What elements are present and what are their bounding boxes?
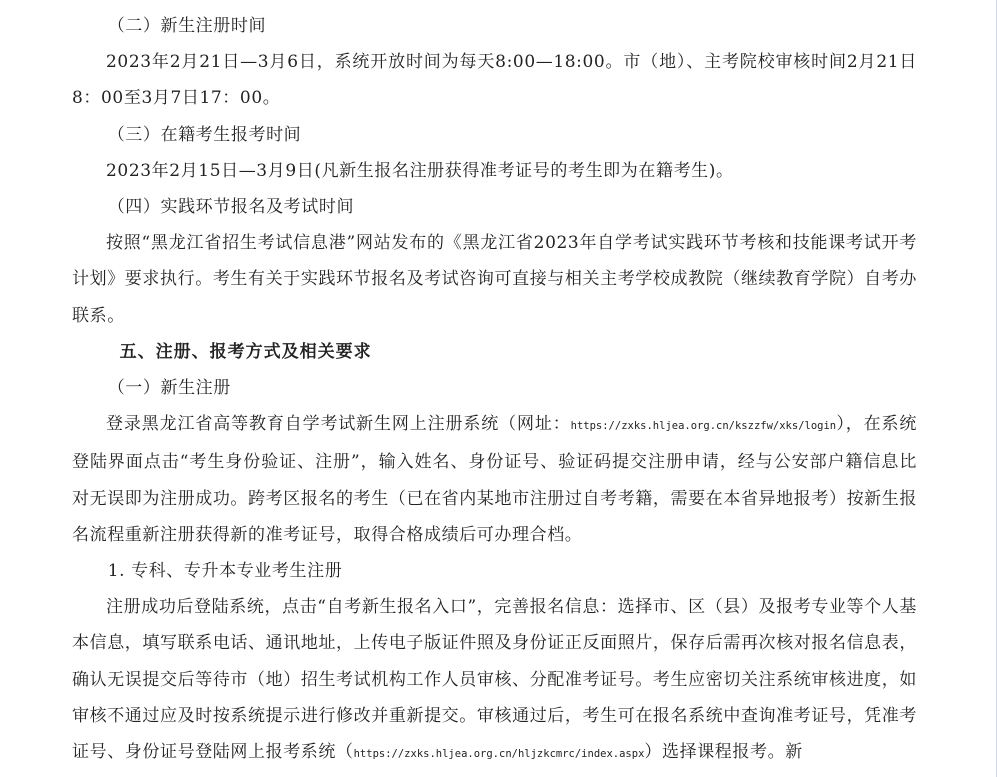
heading-enrolled-exam-time: （三）在籍考生报考时间 [107,124,302,145]
heading-practice-registration: （四）实践环节报名及考试时间 [107,197,355,218]
paragraph-practice-registration: 按照“黑龙江省招生考试信息港”网站发布的《黑龙江省2023年自学考试实践环节考核和技能课考试开考计划》要求执行。考生有关于实践环节报名及考试咨询可直接与相关主考学校成教院（继续教育学院）自考办联系。 [72,233,917,326]
text-reg-part2: ），在系统登陆界面点击“考生身份验证、注册”，输入姓名、身份证号、验证码提交注册申请，经与公安部户籍信息比对无误即为注册成功。跨考区报名的考生（已在省内某地市注册过自考考籍，需要在本省异地报考）按新生报名流程重新注册获得新的准考证号，取得合格成绩后可办理合档。 [72,414,917,545]
heading-new-student-registration-time: （二）新生注册时间 [107,16,267,36]
heading-subsection-one: 1. 专科、专升本专业考生注册 [107,561,343,582]
text-sub1-part2: ）选择课程报考。新 [644,742,803,763]
paragraph-new-student-registration [72,406,917,553]
link-apply-url[interactable]: https://zxks.hljea.org.cn/hljzkcmrc/index.aspx [353,748,645,761]
document-body [72,8,917,772]
paragraph-registration-time: 2023年2月21日—3月6日，系统开放时间为每天8:00—18:00。市（地）、主考院校审核时间2月21日8：00至3月7日17：00。 [72,52,917,109]
link-registration-url[interactable]: https://zxks.hljea.org.cn/kszzfw/xks/login [570,420,837,433]
text-sub1-part1: 注册成功后登陆系统，点击“自考新生报名入口”，完善报名信息：选择市、区（县）及报考专业等个人基本信息，填写联系电话、通讯地址，上传电子版证件照及身份证正反面照片，保存后需再次核对报名信息表，确认无误提交后等待市（地）招生考试机构工作人员审核、分配准考证号。考生应密切关注系统审核进度，如审核不通过应及时按系统提示进行修改并重新提交。审核通过后，考生可在报名系统中查询准考证号，凭准考证号、身份证号登陆网上报考系统（ [72,597,917,763]
heading-section-five: 五、注册、报考方式及相关要求 [119,341,372,362]
paragraph-enrolled-exam-time: 2023年2月15日—3月9日(凡新生报名注册获得准考证号的考生即为在籍考生)。 [106,160,734,181]
heading-new-student-registration: （一）新生注册 [107,378,231,399]
text-reg-part1: 登录黑龙江省高等教育自学考试新生网上注册系统（网址： [106,414,571,435]
paragraph-subsection-one [72,589,917,772]
